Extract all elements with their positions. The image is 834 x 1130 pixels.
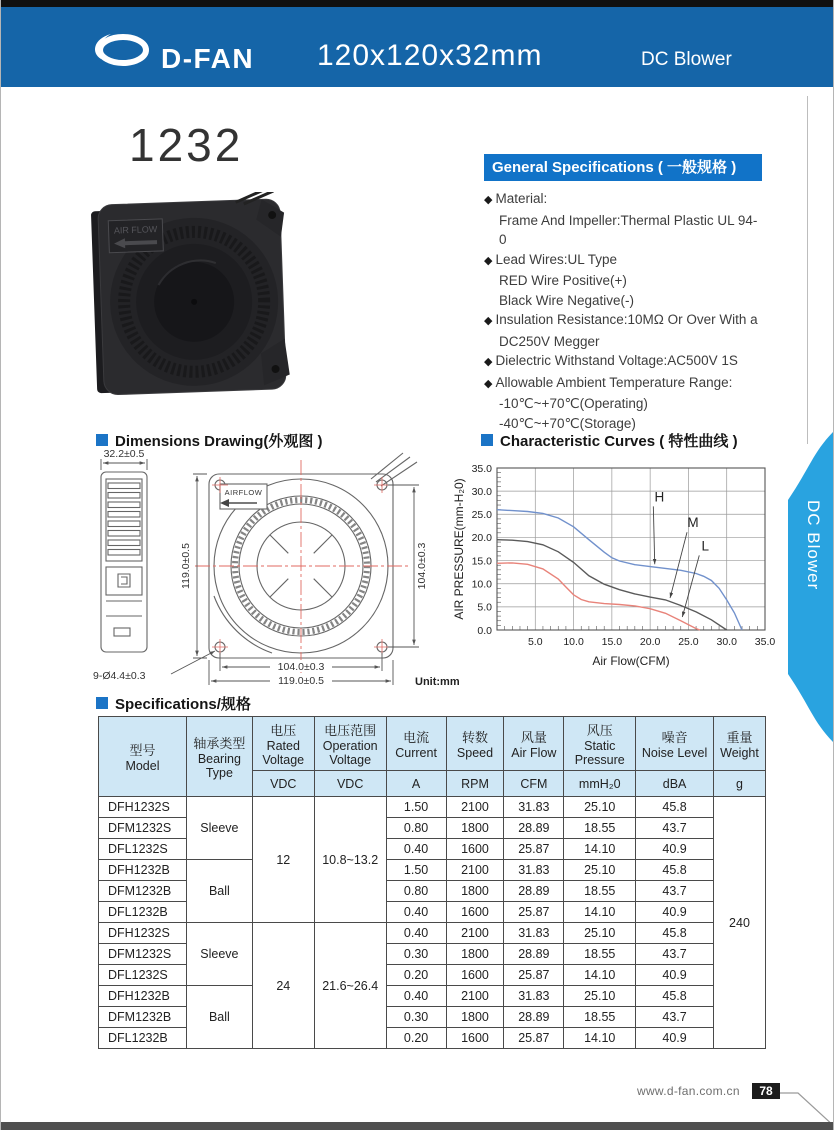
spec-cell: 25.87 — [504, 1028, 564, 1049]
unit-airflow: CFM — [504, 771, 564, 797]
brand-name: D-FAN — [161, 43, 255, 74]
spec-cell: DFM1232S — [99, 818, 187, 839]
spec-cell: 14.10 — [564, 839, 636, 860]
unit-speed: RPM — [446, 771, 504, 797]
dimensions-section-title: Dimensions Drawing(外观图 ) — [96, 430, 323, 451]
spec-cell: Ball — [186, 986, 252, 1049]
spec-cell: 10.8~13.2 — [314, 797, 386, 923]
x-axis-label: Air Flow(CFM) — [592, 654, 670, 668]
spec-cell: 0.40 — [386, 923, 446, 944]
spec-cell: DFM1232B — [99, 881, 187, 902]
model-number-title: 1232 — [129, 119, 244, 171]
svg-text:25.0: 25.0 — [471, 509, 492, 522]
spec-cell: 1600 — [446, 1028, 504, 1049]
spec-cell: DFL1232B — [99, 1028, 187, 1049]
section-square-icon — [96, 434, 108, 446]
spec-cell: 1600 — [446, 902, 504, 923]
spec-cell: 28.89 — [504, 1007, 564, 1028]
spec-cell: 43.7 — [636, 881, 714, 902]
table-row — [99, 986, 766, 1007]
general-specs-list — [484, 189, 762, 433]
spec-table-body — [99, 797, 766, 1049]
spec-cell: 28.89 — [504, 881, 564, 902]
svg-text:30.0: 30.0 — [716, 636, 737, 648]
svg-text:15.0: 15.0 — [601, 636, 623, 648]
unit-noise: dBA — [636, 771, 714, 797]
spec-cell: DFM1232S — [99, 944, 187, 965]
spec-cell: 1.50 — [386, 797, 446, 818]
spec-cell: 40.9 — [636, 1028, 714, 1049]
spec-cell: 14.10 — [564, 1028, 636, 1049]
spec-cell: 28.89 — [504, 944, 564, 965]
spec-cell: 31.83 — [504, 860, 564, 881]
spec-cell: Sleeve — [186, 923, 252, 986]
spec-cell: 31.83 — [504, 797, 564, 818]
spec-cell: 25.10 — [564, 860, 636, 881]
svg-text:20.0: 20.0 — [639, 636, 661, 648]
spec-cell: 240 — [713, 797, 765, 1049]
spec-cell: 45.8 — [636, 797, 714, 818]
svg-text:5.0: 5.0 — [477, 601, 492, 614]
spec-cell: 18.55 — [564, 1007, 636, 1028]
spec-cell: 0.30 — [386, 1007, 446, 1028]
photo-airflow-label: AIR FLOW — [113, 224, 158, 236]
spec-cell: 25.10 — [564, 923, 636, 944]
svg-text:25.0: 25.0 — [678, 636, 699, 648]
spec-cell: 0.40 — [386, 986, 446, 1007]
product-type: DC Blower — [641, 49, 732, 70]
dim-height: 119.0±0.5 — [180, 543, 192, 589]
drawing-airflow-label: AIRFLOW — [224, 488, 263, 497]
spec-cell: DFH1232S — [99, 797, 187, 818]
spec-cell: DFL1232S — [99, 965, 187, 986]
unit-operation-voltage: VDC — [314, 771, 386, 797]
spec-cell: 0.40 — [386, 902, 446, 923]
curves-plot — [451, 458, 789, 690]
y-axis-label: AIR PRESSURE(mm-H₂0) — [452, 478, 466, 620]
spec-cell: 2100 — [446, 923, 504, 944]
general-spec-line: Black Wire Negative(-) — [499, 292, 635, 308]
spec-cell: 14.10 — [564, 965, 636, 986]
col-model-header: 型号 Model — [99, 717, 187, 797]
spec-cell: 12 — [252, 797, 314, 923]
spec-cell: 14.10 — [564, 902, 636, 923]
curves-section-title: Characteristic Curves ( 特性曲线 ) — [481, 430, 738, 451]
dim-depth: 32.2±0.5 — [103, 448, 145, 460]
general-spec-line: ◆ Dielectric Withstand Voltage:AC500V 1S — [484, 353, 738, 368]
svg-text:35.0: 35.0 — [754, 636, 776, 648]
general-spec-line: -10℃~+70℃(Operating) — [499, 396, 648, 411]
col-operation-voltage-header: 电压范围 Operation Voltage — [314, 717, 386, 771]
col-airflow-header: 风量 Air Flow — [504, 717, 564, 771]
col-rated-voltage-header: 电压 Rated Voltage — [252, 717, 314, 771]
general-spec-line: -40℃~+70℃(Storage) — [499, 415, 636, 431]
spec-cell: DFH1232B — [99, 860, 187, 881]
table-row — [99, 923, 766, 944]
spec-cell: 43.7 — [636, 818, 714, 839]
section-square-icon — [96, 697, 108, 709]
footer-website: www.d-fan.com.cn — [637, 1084, 740, 1098]
spec-cell: 18.55 — [564, 881, 636, 902]
dim-holes: 9-Ø4.4±0.3 — [93, 670, 146, 682]
spec-cell: 1800 — [446, 944, 504, 965]
spec-cell: 18.55 — [564, 818, 636, 839]
spec-cell: 25.87 — [504, 839, 564, 860]
col-bearing-header: 轴承类型 Bearing Type — [186, 717, 252, 797]
svg-text:0.0: 0.0 — [477, 624, 492, 637]
spec-cell: 40.9 — [636, 839, 714, 860]
product-photo — [89, 192, 294, 404]
content-frame-rule — [807, 96, 808, 444]
dim-width: 119.0±0.5 — [278, 675, 324, 687]
svg-text:10.0: 10.0 — [563, 636, 584, 648]
spec-cell: 21.6~26.4 — [314, 923, 386, 1049]
svg-text:20.0: 20.0 — [471, 532, 492, 545]
col-noise-header: 噪音 Noise Level — [636, 717, 714, 771]
spec-cell: DFL1232B — [99, 902, 187, 923]
spec-cell: 0.30 — [386, 944, 446, 965]
spec-cell: 45.8 — [636, 860, 714, 881]
spec-cell: 0.20 — [386, 965, 446, 986]
general-spec-line: Frame And Impeller:Thermal Plastic UL 94-0 — [499, 212, 758, 247]
size-title: 120x120x32mm — [317, 39, 543, 72]
svg-text:35.0: 35.0 — [471, 462, 492, 475]
top-border — [1, 0, 834, 7]
spec-cell: DFM1232B — [99, 1007, 187, 1028]
unit-pressure: mmH₂0 — [564, 771, 636, 797]
spec-cell: 25.87 — [504, 965, 564, 986]
dim-hole-span-h: 104.0±0.3 — [277, 661, 325, 673]
general-specs-title: General Specifications ( 一般规格 ) — [484, 154, 762, 181]
spec-cell: 45.8 — [636, 923, 714, 944]
svg-text:30.0: 30.0 — [471, 485, 492, 498]
general-spec-line: ◆ Allowable Ambient Temperature Range: — [484, 374, 733, 390]
header-banner — [1, 7, 834, 87]
col-pressure-header: 风压 Static Pressure — [564, 717, 636, 771]
spec-cell: 18.55 — [564, 944, 636, 965]
spec-cell: 1600 — [446, 965, 504, 986]
spec-cell: 2100 — [446, 986, 504, 1007]
spec-cell: 43.7 — [636, 944, 714, 965]
spec-cell: 25.87 — [504, 902, 564, 923]
svg-text:15.0: 15.0 — [471, 555, 492, 568]
dim-hole-span-v: 104.0±0.3 — [416, 542, 428, 590]
spec-cell: 24 — [252, 923, 314, 1049]
spec-cell: Sleeve — [186, 797, 252, 860]
svg-text:M: M — [687, 515, 699, 531]
spec-cell: DFL1232S — [99, 839, 187, 860]
unit-current: A — [386, 771, 446, 797]
table-row — [99, 797, 766, 818]
spec-cell: 1800 — [446, 818, 504, 839]
bottom-border — [1, 1122, 834, 1130]
spec-cell: 40.9 — [636, 965, 714, 986]
dfan-logo-icon — [89, 29, 155, 71]
unit-rated-voltage: VDC — [252, 771, 314, 797]
spec-cell: 0.40 — [386, 839, 446, 860]
unit-weight: g — [713, 771, 765, 797]
spec-cell: 25.10 — [564, 986, 636, 1007]
specifications-table — [98, 716, 766, 1049]
col-speed-header: 转数 Speed — [446, 717, 504, 771]
general-spec-line: ◆ Lead Wires:UL Type — [484, 251, 618, 267]
spec-cell: DFH1232B — [99, 986, 187, 1007]
spec-cell: 1600 — [446, 839, 504, 860]
general-specifications-panel — [484, 154, 762, 433]
spec-cell: 1.50 — [386, 860, 446, 881]
col-weight-header: 重量 Weight — [713, 717, 765, 771]
side-tab-label — [803, 500, 823, 526]
spec-cell: 1800 — [446, 1007, 504, 1028]
section-square-icon — [481, 434, 493, 446]
spec-cell: 28.89 — [504, 818, 564, 839]
general-spec-line: RED Wire Positive(+) — [499, 273, 627, 288]
spec-section-title: Specifications/规格 — [96, 693, 251, 714]
dimensions-drawing — [87, 446, 465, 692]
spec-cell: 45.8 — [636, 986, 714, 1007]
spec-cell: 0.80 — [386, 818, 446, 839]
dim-unit: Unit:mm — [415, 676, 460, 688]
spec-cell: 31.83 — [504, 923, 564, 944]
spec-cell: 25.10 — [564, 797, 636, 818]
spec-cell: 2100 — [446, 860, 504, 881]
col-current-header: 电流 Current — [386, 717, 446, 771]
svg-text:H: H — [654, 489, 665, 505]
svg-text:5.0: 5.0 — [527, 636, 543, 648]
spec-cell: 0.20 — [386, 1028, 446, 1049]
svg-text:10.0: 10.0 — [471, 578, 492, 591]
general-spec-line: DC250V Megger — [499, 333, 600, 349]
footer-page-number: 78 — [752, 1083, 780, 1099]
spec-cell: DFH1232S — [99, 923, 187, 944]
svg-text:L: L — [701, 538, 710, 554]
spec-cell: 31.83 — [504, 986, 564, 1007]
spec-cell: 40.9 — [636, 902, 714, 923]
table-row — [99, 860, 766, 881]
spec-cell: Ball — [186, 860, 252, 923]
spec-cell: 2100 — [446, 797, 504, 818]
spec-cell: 0.80 — [386, 881, 446, 902]
spec-cell: 1800 — [446, 881, 504, 902]
general-spec-line: ◆ Insulation Resistance:10MΩ Or Over With a — [484, 312, 758, 327]
general-spec-line: ◆ Material: — [484, 191, 548, 206]
spec-cell: 43.7 — [636, 1007, 714, 1028]
